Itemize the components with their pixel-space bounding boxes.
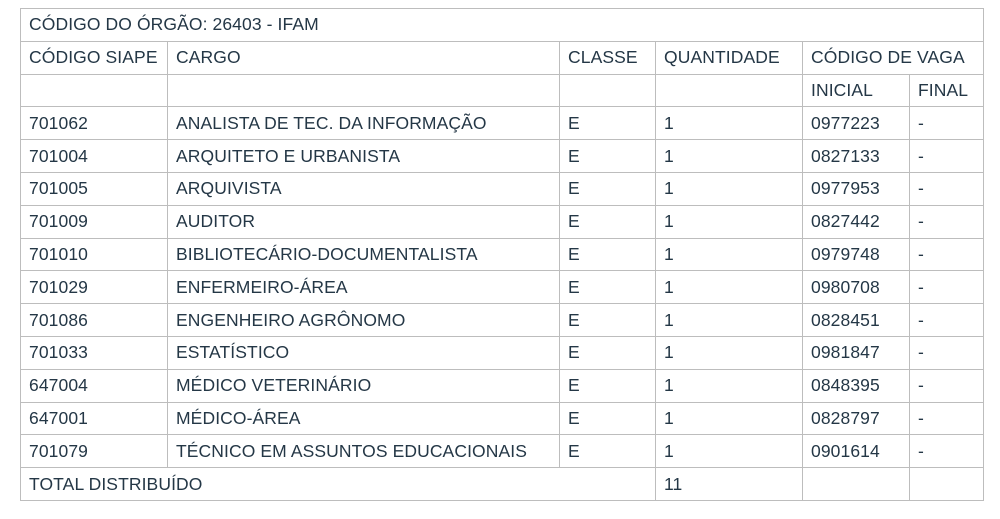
cell-vaga-final: - [910,238,984,271]
cell-quantidade: 1 [656,435,803,468]
col-header-inicial: INICIAL [803,74,910,107]
cell-vaga-inicial: 0977953 [803,172,910,205]
cell-quantidade: 1 [656,238,803,271]
empty-cell [803,468,910,501]
cell-vaga-inicial: 0977223 [803,107,910,140]
cell-cargo: ESTATÍSTICO [168,336,560,369]
empty-cell [168,74,560,107]
vacancy-table [20,8,984,501]
col-header-codigo-de-vaga: CÓDIGO DE VAGA [803,41,984,74]
table-row [21,369,984,402]
total-label-cell: TOTAL DISTRIBUÍDO [21,468,656,501]
cell-codigo-siape: 701005 [21,172,168,205]
table-row [21,271,984,304]
cell-vaga-inicial: 0827442 [803,205,910,238]
cell-vaga-final: - [910,107,984,140]
empty-cell [21,74,168,107]
cell-vaga-final: - [910,304,984,337]
cell-codigo-siape: 701004 [21,140,168,173]
cell-cargo: ENFERMEIRO-ÁREA [168,271,560,304]
cell-codigo-siape: 647004 [21,369,168,402]
total-row [21,468,984,501]
col-header-final: FINAL [910,74,984,107]
empty-cell [910,468,984,501]
cell-codigo-siape: 701033 [21,336,168,369]
cell-vaga-inicial: 0979748 [803,238,910,271]
cell-quantidade: 1 [656,336,803,369]
cell-vaga-final: - [910,435,984,468]
cell-codigo-siape: 701086 [21,304,168,337]
cell-quantidade: 1 [656,304,803,337]
cell-vaga-final: - [910,271,984,304]
cell-classe: E [560,107,656,140]
cell-quantidade: 1 [656,271,803,304]
cell-cargo: TÉCNICO EM ASSUNTOS EDUCACIONAIS [168,435,560,468]
table-row [21,435,984,468]
table-row [21,205,984,238]
table-footer [21,468,984,501]
cell-classe: E [560,336,656,369]
cell-cargo: ARQUITETO E URBANISTA [168,140,560,173]
cell-cargo: ENGENHEIRO AGRÔNOMO [168,304,560,337]
cell-codigo-siape: 701062 [21,107,168,140]
col-header-quantidade: QUANTIDADE [656,41,803,74]
table-row [21,336,984,369]
column-header-row [21,41,984,74]
org-header-cell: CÓDIGO DO ÓRGÃO: 26403 - IFAM [21,9,984,42]
cell-codigo-siape: 701029 [21,271,168,304]
cell-classe: E [560,205,656,238]
table-header [21,9,984,107]
empty-cell [560,74,656,107]
cell-vaga-final: - [910,205,984,238]
cell-vaga-inicial: 0980708 [803,271,910,304]
col-header-classe: CLASSE [560,41,656,74]
cell-vaga-final: - [910,172,984,205]
table-row [21,107,984,140]
cell-classe: E [560,271,656,304]
cell-codigo-siape: 701010 [21,238,168,271]
empty-cell [656,74,803,107]
cell-codigo-siape: 701009 [21,205,168,238]
table-row [21,238,984,271]
table-body [21,107,984,468]
cell-cargo: MÉDICO-ÁREA [168,402,560,435]
cell-classe: E [560,238,656,271]
cell-classe: E [560,172,656,205]
cell-quantidade: 1 [656,172,803,205]
cell-vaga-final: - [910,369,984,402]
cell-quantidade: 1 [656,107,803,140]
cell-classe: E [560,369,656,402]
cell-classe: E [560,140,656,173]
cell-quantidade: 1 [656,369,803,402]
cell-codigo-siape: 701079 [21,435,168,468]
cell-cargo: ARQUIVISTA [168,172,560,205]
table-row [21,140,984,173]
cell-vaga-inicial: 0827133 [803,140,910,173]
cell-quantidade: 1 [656,402,803,435]
table-row [21,402,984,435]
cell-codigo-siape: 647001 [21,402,168,435]
org-header-row [21,9,984,42]
cell-quantidade: 1 [656,205,803,238]
cell-quantidade: 1 [656,140,803,173]
cell-vaga-inicial: 0828451 [803,304,910,337]
cell-vaga-final: - [910,336,984,369]
cell-classe: E [560,304,656,337]
cell-vaga-final: - [910,140,984,173]
cell-cargo: AUDITOR [168,205,560,238]
table-row [21,304,984,337]
col-header-siape: CÓDIGO SIAPE [21,41,168,74]
col-header-cargo: CARGO [168,41,560,74]
cell-vaga-inicial: 0828797 [803,402,910,435]
cell-classe: E [560,402,656,435]
cell-vaga-inicial: 0848395 [803,369,910,402]
cell-cargo: ANALISTA DE TEC. DA INFORMAÇÃO [168,107,560,140]
cell-cargo: MÉDICO VETERINÁRIO [168,369,560,402]
total-quantidade-cell: 11 [656,468,803,501]
cell-vaga-final: - [910,402,984,435]
sub-header-row [21,74,984,107]
cell-cargo: BIBLIOTECÁRIO-DOCUMENTALISTA [168,238,560,271]
cell-classe: E [560,435,656,468]
cell-vaga-inicial: 0901614 [803,435,910,468]
table-row [21,172,984,205]
cell-vaga-inicial: 0981847 [803,336,910,369]
